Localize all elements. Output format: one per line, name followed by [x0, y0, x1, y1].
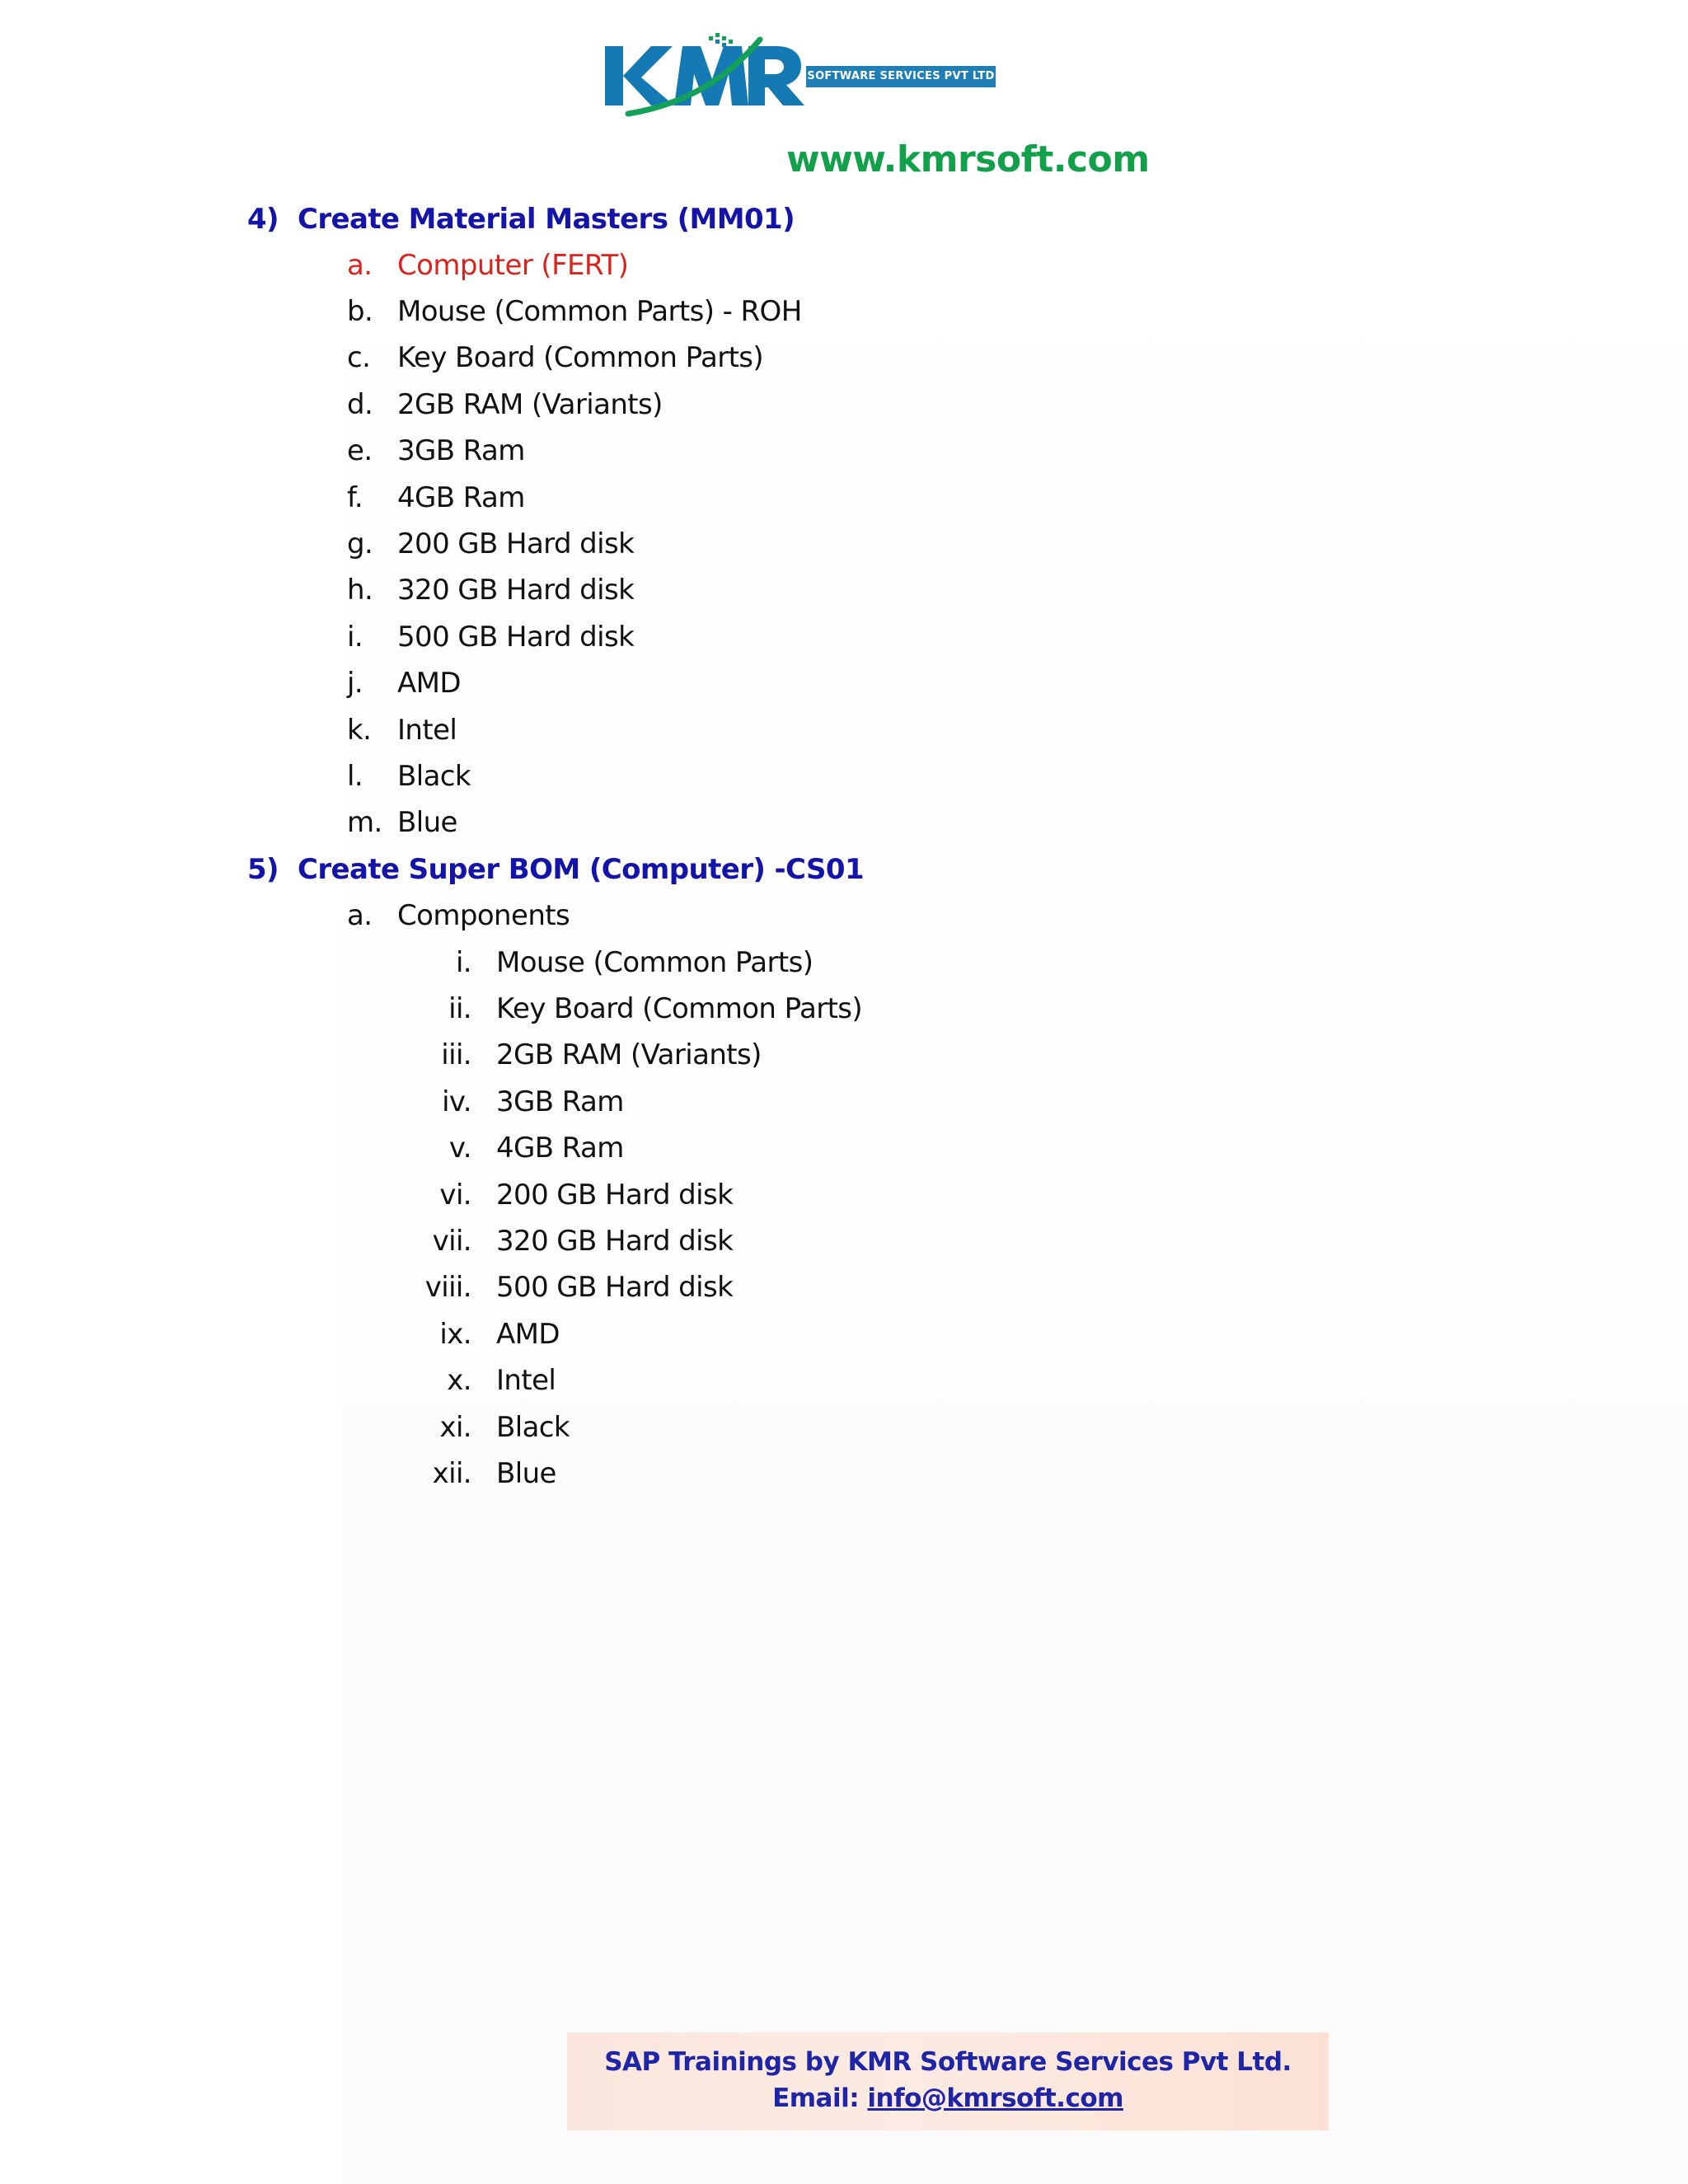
list-item-text: 500 GB Hard disk [496, 1271, 734, 1304]
list-marker: k. [347, 714, 372, 747]
list-item [0, 753, 1688, 799]
footer-training-text: SAP Trainings by KMR Software Services Pvt Ltd. [604, 2047, 1292, 2077]
list-marker: iv. [442, 1085, 471, 1118]
website-link[interactable]: www.kmrsoft.com [786, 138, 1150, 180]
sub-list-item [0, 1264, 1688, 1310]
list-item-text: 4GB Ram [496, 1132, 624, 1165]
list-item [0, 660, 1688, 706]
footer-email-line [567, 2080, 1329, 2116]
list-marker: f. [347, 481, 363, 514]
company-logo [603, 31, 999, 122]
list-item [0, 475, 1688, 521]
list-item-text: 4GB Ram [397, 481, 525, 514]
list-marker: xii. [432, 1457, 471, 1490]
list-item [0, 521, 1688, 567]
list-marker: a. [347, 249, 373, 282]
section-number: 4) [247, 203, 279, 236]
list-item-text: Key Board (Common Parts) [397, 341, 764, 374]
sub-list-item [0, 1311, 1688, 1357]
list-item-text: 3GB Ram [496, 1085, 624, 1118]
list-item [0, 242, 1688, 288]
list-marker: m. [347, 806, 382, 839]
list-item [0, 335, 1688, 381]
sub-list-item [0, 1357, 1688, 1404]
list-marker: iii. [441, 1038, 471, 1071]
footer-banner [567, 2032, 1329, 2130]
list-marker: d. [347, 388, 373, 421]
sub-list-item [0, 1079, 1688, 1125]
list-marker: j. [347, 667, 363, 700]
list-item-text: Mouse (Common Parts) [496, 946, 814, 979]
list-item-text: 500 GB Hard disk [397, 621, 635, 654]
list-item [0, 614, 1688, 660]
list-item-text: Intel [397, 714, 457, 747]
list-marker: l. [347, 760, 363, 793]
list-item-text: Black [496, 1411, 570, 1444]
list-item-text: AMD [496, 1318, 560, 1351]
list-marker: x. [447, 1364, 471, 1397]
list-item-text: Blue [496, 1457, 556, 1490]
list-item-text: 2GB RAM (Variants) [397, 388, 663, 421]
sub-list-item [0, 1032, 1688, 1078]
list-marker: v. [448, 1132, 471, 1165]
list-item-text: Mouse (Common Parts) - ROH [397, 295, 802, 328]
list-marker: g. [347, 527, 373, 560]
list-item-text: AMD [397, 667, 461, 700]
list-item-text: 200 GB Hard disk [496, 1179, 734, 1212]
logo-tagline: SOFTWARE SERVICES PVT LTD [806, 66, 996, 87]
list-item-text: Intel [496, 1364, 556, 1397]
list-marker: i. [455, 946, 471, 979]
list-marker: vii. [432, 1225, 471, 1258]
list-marker: ii. [448, 992, 471, 1025]
sub-list-item [0, 986, 1688, 1032]
list-item-text: 320 GB Hard disk [397, 574, 635, 607]
list-marker: a. [347, 899, 373, 932]
list-item-text: 200 GB Hard disk [397, 527, 635, 560]
list-item-text: Computer (FERT) [397, 249, 629, 282]
list-marker: b. [347, 295, 373, 328]
section-title: Create Material Masters (MM01) [298, 203, 795, 236]
list-item-text: Key Board (Common Parts) [496, 992, 863, 1025]
list-marker: e. [347, 434, 373, 467]
list-item [0, 567, 1688, 613]
list-marker: ix. [439, 1318, 471, 1351]
section-heading [0, 196, 1688, 242]
sub-list-item [0, 1172, 1688, 1218]
list-marker: vi. [439, 1179, 471, 1212]
sub-list-item [0, 940, 1688, 986]
sub-list-item [0, 1404, 1688, 1451]
section-title: Create Super BOM (Computer) -CS01 [298, 853, 865, 886]
list-item-text: Components [397, 899, 570, 932]
section-heading [0, 846, 1688, 893]
list-marker: i. [347, 621, 363, 654]
section-number: 5) [247, 853, 279, 886]
email-link[interactable]: info@kmrsoft.com [867, 2083, 1123, 2113]
list-item-text: Black [397, 760, 471, 793]
list-marker: h. [347, 574, 373, 607]
list-item [0, 288, 1688, 335]
list-item [0, 799, 1688, 846]
list-item-text: 320 GB Hard disk [496, 1225, 734, 1258]
list-item-text: 2GB RAM (Variants) [496, 1038, 762, 1071]
list-item [0, 707, 1688, 753]
list-marker: xi. [439, 1411, 471, 1444]
list-item-text: Blue [397, 806, 457, 839]
list-marker: viii. [424, 1271, 471, 1304]
sub-list-item [0, 1451, 1688, 1497]
sub-list-item [0, 1218, 1688, 1264]
list-item [0, 893, 1688, 939]
list-item [0, 382, 1688, 428]
list-item [0, 428, 1688, 474]
list-item-text: 3GB Ram [397, 434, 525, 467]
sub-list-item [0, 1125, 1688, 1171]
list-marker: c. [347, 341, 371, 374]
kmr-logo-icon [603, 31, 809, 122]
email-label: Email: [772, 2083, 868, 2113]
